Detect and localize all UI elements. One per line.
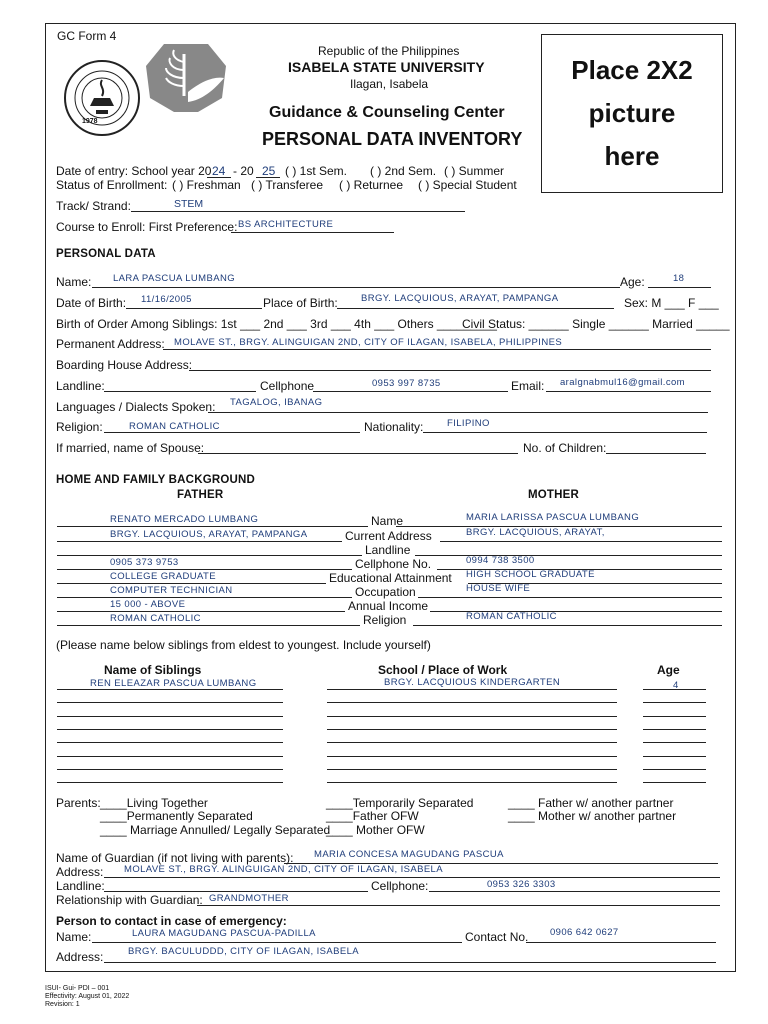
father-ofw-option[interactable]: ____Father OFW	[326, 809, 419, 823]
guardian-relationship-value[interactable]: GRANDMOTHER	[209, 893, 289, 904]
family-row-label: Occupation	[355, 585, 416, 599]
date-of-entry-label: Date of entry: School year 20	[56, 164, 212, 178]
father-value[interactable]: RENATO MERCADO LUMBANG	[110, 514, 259, 525]
family-row-label: Annual Income	[348, 599, 429, 613]
sibling-age-1[interactable]: 4	[673, 680, 679, 691]
birth-order-field[interactable]: Birth of Order Among Siblings: 1st ___ 2nd ___ 3rd ___ 4th ___ Others _________	[56, 317, 497, 331]
emergency-heading: Person to contact in case of emergency:	[56, 914, 287, 928]
temporarily-separated-option[interactable]: ____Temporarily Separated	[326, 796, 474, 810]
emergency-name-value[interactable]: LAURA MAGUDANG PASCUA-PADILLA	[132, 928, 316, 939]
track-value[interactable]: STEM	[174, 198, 204, 210]
emergency-address-value[interactable]: BRGY. BACULUDDD, CITY OF ILAGAN, ISABELA	[128, 946, 360, 957]
plant-logo-icon	[144, 42, 228, 114]
photo-line-1: Place 2X2	[571, 55, 693, 85]
photo-line-3: here	[604, 141, 660, 171]
summer-option[interactable]: ( ) Summer	[444, 164, 504, 178]
siblings-name-header: Name of Siblings	[104, 663, 202, 677]
email-value[interactable]: aralgnabmul16@gmail.com	[560, 377, 685, 388]
guardian-relationship-label: Relationship with Guardian:	[56, 893, 203, 907]
mother-value[interactable]: BRGY. LACQUIOUS, ARAYAT,	[466, 527, 605, 538]
school-year-start[interactable]: 24	[212, 164, 226, 178]
email-label: Email:	[511, 379, 545, 393]
family-row-label: Religion	[363, 613, 407, 627]
transferee-option[interactable]: ( ) Transferee	[251, 178, 324, 192]
mother-value[interactable]: ROMAN CATHOLIC	[466, 611, 557, 622]
siblings-school-header: School / Place of Work	[378, 663, 508, 677]
spouse-label: If married, name of Spouse:	[56, 441, 205, 455]
civil-status-field[interactable]: Civil Status: ______ Single ______ Married _____	[462, 317, 730, 331]
guardian-cellphone-value[interactable]: 0953 326 3303	[487, 879, 556, 890]
siblings-age-header: Age	[657, 663, 680, 677]
age-label: Age:	[620, 275, 645, 289]
photo-line-2: picture	[588, 98, 676, 128]
freshman-option[interactable]: ( ) Freshman	[172, 178, 241, 192]
footer-effectivity: Effectivity: August 01, 2022	[45, 993, 130, 1000]
father-value[interactable]: 0905 373 9753	[110, 557, 179, 568]
name-label: Name:	[56, 275, 92, 289]
landline-label: Landline:	[56, 379, 105, 393]
university-seal-icon	[60, 58, 148, 138]
permanent-address-label: Permanent Address:	[56, 337, 165, 351]
nationality-value[interactable]: FILIPINO	[447, 418, 490, 429]
sibling-name-1[interactable]: REN ELEAZAR PASCUA LUMBANG	[90, 678, 257, 689]
form-code: GC Form 4	[57, 29, 117, 43]
name-value[interactable]: LARA PASCUA LUMBANG	[113, 273, 235, 284]
course-value[interactable]: BS ARCHITECTURE	[238, 219, 334, 230]
mother-heading: MOTHER	[528, 489, 580, 501]
family-row-label: Current Address	[345, 529, 432, 543]
father-heading: FATHER	[177, 489, 224, 501]
republic-text: Republic of the Philippines	[318, 44, 460, 58]
guardian-name-label: Name of Guardian (if not living with parents):	[56, 851, 294, 865]
pob-value[interactable]: BRGY. LACQUIOUS, ARAYAT, PAMPANGA	[361, 293, 559, 304]
family-row-label: Educational Attainment	[329, 571, 452, 585]
boarding-address-label: Boarding House Address:	[56, 358, 193, 372]
mother-ofw-option[interactable]: ____ Mother OFW	[326, 823, 425, 837]
parents-label: Parents:	[56, 796, 101, 810]
family-heading: HOME AND FAMILY BACKGROUND	[56, 474, 256, 486]
guardian-address-label: Address:	[56, 865, 104, 879]
school-year-end[interactable]: 25	[262, 164, 276, 178]
father-value[interactable]: BRGY. LACQUIOUS, ARAYAT, PAMPANGA	[110, 529, 308, 540]
mother-value[interactable]: 0994 738 3500	[466, 555, 535, 566]
cellphone-label: Cellphone	[260, 379, 315, 393]
emergency-address-label: Address:	[56, 950, 104, 964]
center-name: Guidance & Counseling Center	[269, 104, 505, 121]
pob-label: Place of Birth:	[263, 296, 338, 310]
children-label: No. of Children:	[523, 441, 607, 455]
religion-label: Religion:	[56, 420, 103, 434]
year-dash: - 20	[233, 164, 254, 178]
father-value[interactable]: ROMAN CATHOLIC	[110, 613, 201, 624]
guardian-name-value[interactable]: MARIA CONCESA MAGUDANG PASCUA	[314, 849, 504, 860]
city-text: Ilagan, Isabela	[350, 77, 429, 91]
family-row-label: Name	[371, 514, 404, 528]
personal-data-heading: PERSONAL DATA	[56, 248, 156, 260]
languages-value[interactable]: TAGALOG, IBANAG	[230, 397, 323, 408]
mother-value[interactable]: MARIA LARISSA PASCUA LUMBANG	[466, 512, 640, 523]
guardian-landline-label: Landline:	[56, 879, 105, 893]
father-partner-option[interactable]: ____ Father w/ another partner	[508, 796, 674, 810]
form-title: PERSONAL DATA INVENTORY	[262, 129, 523, 149]
mother-partner-option[interactable]: ____ Mother w/ another partner	[508, 809, 677, 823]
university-name: ISABELA STATE UNIVERSITY	[288, 59, 485, 75]
permanent-address-value[interactable]: MOLAVE ST., BRGY. ALINGUIGAN 2ND, CITY OF ILAGAN, ISABELA, PHILIPPINES	[174, 337, 563, 348]
second-sem-option[interactable]: ( ) 2nd Sem.	[370, 164, 437, 178]
emergency-contact-value[interactable]: 0906 642 0627	[550, 927, 619, 938]
emergency-name-label: Name:	[56, 930, 92, 944]
sibling-school-1[interactable]: BRGY. LACQUIOUS KINDERGARTEN	[384, 677, 561, 688]
annulled-option[interactable]: ____ Marriage Annulled/ Legally Separated	[100, 823, 331, 837]
first-sem-option[interactable]: ( ) 1st Sem.	[285, 164, 348, 178]
seal-year: 1978	[82, 118, 98, 125]
mother-value[interactable]: HIGH SCHOOL GRADUATE	[466, 569, 595, 580]
siblings-note: (Please name below siblings from eldest to youngest. Include yourself)	[56, 638, 431, 652]
nationality-label: Nationality:	[364, 420, 424, 434]
status-of-enrollment-label: Status of Enrollment:	[56, 178, 168, 192]
sex-field[interactable]: Sex: M ___ F ___	[624, 296, 719, 310]
mother-value[interactable]: HOUSE WIFE	[466, 583, 531, 594]
emergency-contact-label: Contact No.	[465, 930, 529, 944]
permanently-separated-option[interactable]: ____Permanently Separated	[100, 809, 253, 823]
course-label: Course to Enroll: First Preference:	[56, 220, 238, 234]
dob-label: Date of Birth:	[56, 296, 127, 310]
cellphone-value[interactable]: 0953 997 8735	[372, 378, 441, 389]
dob-value[interactable]: 11/16/2005	[141, 294, 192, 305]
photo-placeholder	[541, 34, 723, 193]
father-value[interactable]: COLLEGE GRADUATE	[110, 571, 216, 582]
guardian-cellphone-label: Cellphone:	[371, 879, 429, 893]
footer-revision: Revision: 1	[45, 1001, 80, 1008]
family-row-label: Cellphone No.	[355, 557, 432, 571]
religion-value[interactable]: ROMAN CATHOLIC	[129, 421, 220, 432]
age-value[interactable]: 18	[673, 273, 685, 284]
guardian-address-value[interactable]: MOLAVE ST., BRGY. ALINGUIGAN 2ND, CITY OF ILAGAN, ISABELA	[124, 864, 443, 875]
returnee-option[interactable]: ( ) Returnee	[339, 178, 404, 192]
father-value[interactable]: 15 000 - ABOVE	[110, 599, 186, 610]
family-row-label: Landline	[365, 543, 411, 557]
special-student-option[interactable]: ( ) Special Student	[418, 178, 517, 192]
track-label: Track/ Strand:	[56, 199, 131, 213]
footer-code: ISUI- Gui- PDI – 001	[45, 985, 110, 992]
father-value[interactable]: COMPUTER TECHNICIAN	[110, 585, 233, 596]
living-together-option[interactable]: ____Living Together	[100, 796, 208, 810]
languages-label: Languages / Dialects Spoken:	[56, 400, 216, 414]
